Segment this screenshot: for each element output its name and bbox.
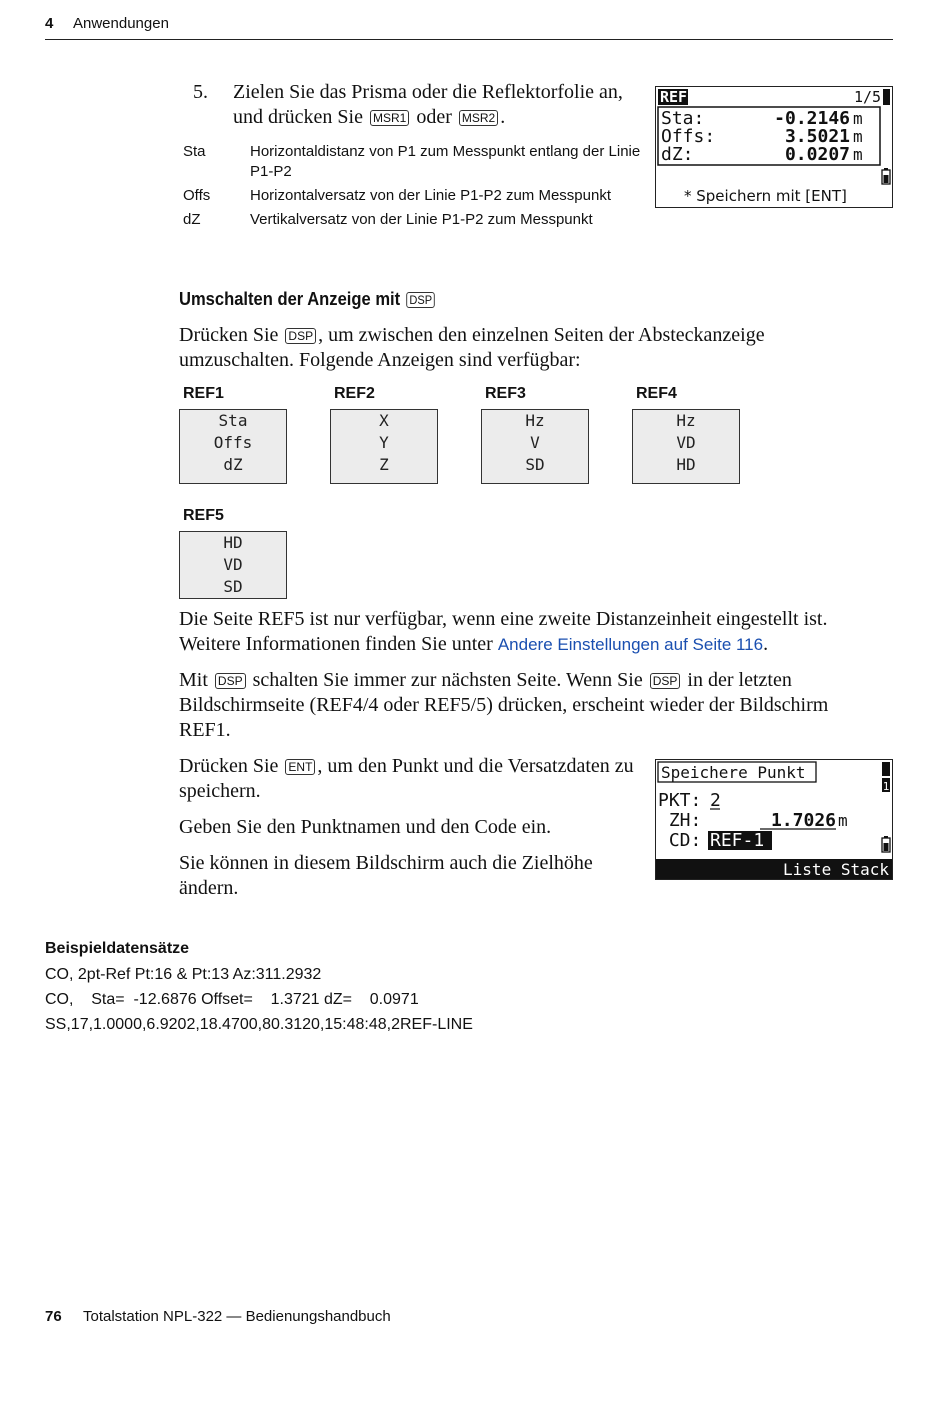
ref-page-box: [179, 409, 287, 484]
ref-page-label: REF4: [636, 385, 677, 402]
definition-term: Offs: [183, 187, 211, 204]
step-number: 5.: [193, 81, 208, 103]
definition-term: Sta: [183, 143, 206, 160]
ref-row-label: Sta:: [661, 108, 705, 129]
ref-page-line: VD: [223, 555, 243, 574]
cd-label: CD:: [658, 830, 702, 851]
msr2-key: MSR2: [459, 110, 498, 126]
examples-title: Beispieldatensätze: [45, 940, 190, 957]
para-text: in der letzten Bildschirmseite (REF4/4 oder REF5/5) drücken, erscheint wieder der Bildschirm REF1.: [179, 669, 829, 741]
cd-value: REF-1: [710, 830, 765, 851]
pkt-value: 2: [710, 790, 721, 811]
zh-label: ZH:: [658, 810, 702, 831]
ref-page-label: REF1: [183, 385, 224, 402]
paragraph-ref5: [179, 607, 869, 657]
ref-page-box: [330, 409, 438, 484]
para-text: Drücken Sie: [179, 324, 284, 346]
ref-page-line: Offs: [213, 433, 253, 452]
ref-page-line: Hz: [525, 411, 545, 430]
paragraph-switch: [179, 323, 869, 373]
dsp-key: DSP: [215, 673, 246, 689]
ref-page-box: [481, 409, 589, 484]
ref-row-unit: m: [853, 127, 863, 146]
battery-icon: [882, 836, 890, 852]
ref-screen-graphic: [656, 87, 892, 207]
ref-page-label: REF3: [485, 385, 526, 402]
header-rule: [45, 39, 893, 40]
dsp-key: DSP: [407, 292, 435, 308]
page-badge: 1: [882, 780, 890, 793]
paragraph-name: Geben Sie den Punktnamen und den Code ein.: [179, 816, 552, 838]
ref-page-line: V: [530, 433, 540, 452]
ref-screen-footer: * Speichern mit [ENT]: [684, 187, 847, 205]
ref-page-line: Hz: [676, 411, 696, 430]
ref-row-value: 0.0207: [784, 144, 850, 165]
ref-row-label: dZ:: [661, 144, 694, 165]
paragraph-zh: Sie können in diesem Bildschirm auch die Zielhöhe ändern.: [179, 852, 593, 899]
para-text: Drücken Sie: [179, 755, 284, 777]
step-text-middle: oder: [411, 106, 457, 128]
ref-row-unit: m: [853, 109, 863, 128]
ref-row-value: -0.2146: [774, 108, 850, 129]
example-line: SS,17,1.0000,6.9202,18.4700,80.3120,15:48:48,2REF-LINE: [45, 1016, 473, 1033]
paragraph-ent: [179, 754, 639, 804]
ref-page-box: [632, 409, 740, 484]
dsp-key: DSP: [650, 673, 681, 689]
ref-screen-title: REF: [660, 88, 688, 106]
zh-value: 1.7026: [770, 810, 836, 831]
para-text: schalten Sie immer zur nächsten Seite. Wenn Sie: [247, 669, 648, 691]
scroll-indicator-icon: [883, 89, 890, 105]
ref-page-line: SD: [223, 577, 243, 596]
para-text: , um zwischen den einzelnen Seiten der Absteckanzeige umzuschalten. Folgende Anzeigen sind verfügbar:: [179, 324, 765, 371]
ref-page-line: SD: [525, 455, 545, 474]
definition-row: [183, 210, 643, 230]
ref-page-line: VD: [676, 433, 696, 452]
store-screen-graphic: [656, 760, 892, 879]
ref-page-box: [179, 531, 287, 599]
ref-page-label: REF2: [334, 385, 375, 402]
store-point-screen: [655, 759, 893, 880]
ref-page-line: HD: [676, 455, 696, 474]
para-text: , um den Punkt und die Versatzdaten zu speichern.: [179, 755, 634, 802]
para-text: .: [763, 633, 769, 655]
ref-row-unit: m: [853, 145, 863, 164]
store-screen-title: Speichere Punkt: [661, 763, 806, 782]
step-text-before: Zielen Sie das Prisma oder die Reflektorfolie an, und drücken Sie: [233, 81, 623, 128]
msr1-key: MSR1: [370, 110, 409, 126]
ref-screen: [655, 86, 893, 208]
footer-page-number: 76: [45, 1308, 62, 1325]
definition-description: Horizontaldistanz von P1 zum Messpunkt entlang der Linie P1-P2: [250, 143, 641, 180]
definition-row: [183, 142, 643, 182]
battery-icon: [882, 168, 890, 184]
para-text: Mit: [179, 669, 213, 691]
ent-key: ENT: [285, 759, 315, 775]
ref-page-line: dZ: [223, 455, 243, 474]
settings-link[interactable]: Andere Einstellungen auf Seite 116: [497, 635, 764, 654]
footer-book-title: Totalstation NPL-322 — Bedienungshandbuch: [83, 1308, 391, 1325]
header-chapter-title: Anwendungen: [73, 15, 169, 32]
ref-screen-page: 1/5: [854, 88, 882, 106]
example-line: CO, Sta= -12.6876 Offset= 1.3721 dZ= 0.0971: [45, 991, 419, 1008]
section-title: [179, 289, 437, 310]
definition-description: Horizontalversatz von der Linie P1-P2 zum Messpunkt: [250, 187, 611, 204]
definition-list: [183, 142, 643, 234]
zh-unit: m: [838, 811, 848, 830]
dsp-key: DSP: [285, 328, 316, 344]
para-text: Die Seite REF5 ist nur verfügbar, wenn eine zweite Distanzeinheit eingestellt ist. Weitere Informationen finden Sie unter: [179, 608, 828, 655]
ref-row-value: 3.5021: [784, 126, 850, 147]
ref-page-label: REF5: [183, 507, 224, 524]
softkey-bar: Liste Stack: [783, 860, 889, 879]
ref-page-line: X: [379, 411, 389, 430]
header-chapter-number: 4: [45, 15, 54, 32]
scroll-indicator-icon: [882, 762, 890, 776]
step-text-after: .: [500, 106, 506, 128]
paragraph-dsp: [179, 668, 869, 743]
ref-page-line: HD: [223, 533, 243, 552]
example-line: CO, 2pt-Ref Pt:16 & Pt:13 Az:311.2932: [45, 966, 322, 983]
section-title-text: Umschalten der Anzeige mit: [179, 289, 405, 309]
ref-row-label: Offs:: [661, 126, 716, 147]
definition-row: [183, 186, 643, 206]
definition-description: Vertikalversatz von der Linie P1-P2 zum Messpunkt: [250, 211, 593, 228]
pkt-label: PKT:: [658, 790, 702, 811]
ref-page-line: Z: [379, 455, 389, 474]
ref-page-line: Y: [379, 433, 389, 452]
step-text: [233, 80, 653, 130]
definition-term: dZ: [183, 211, 201, 228]
ref-page-line: Sta: [218, 411, 248, 430]
